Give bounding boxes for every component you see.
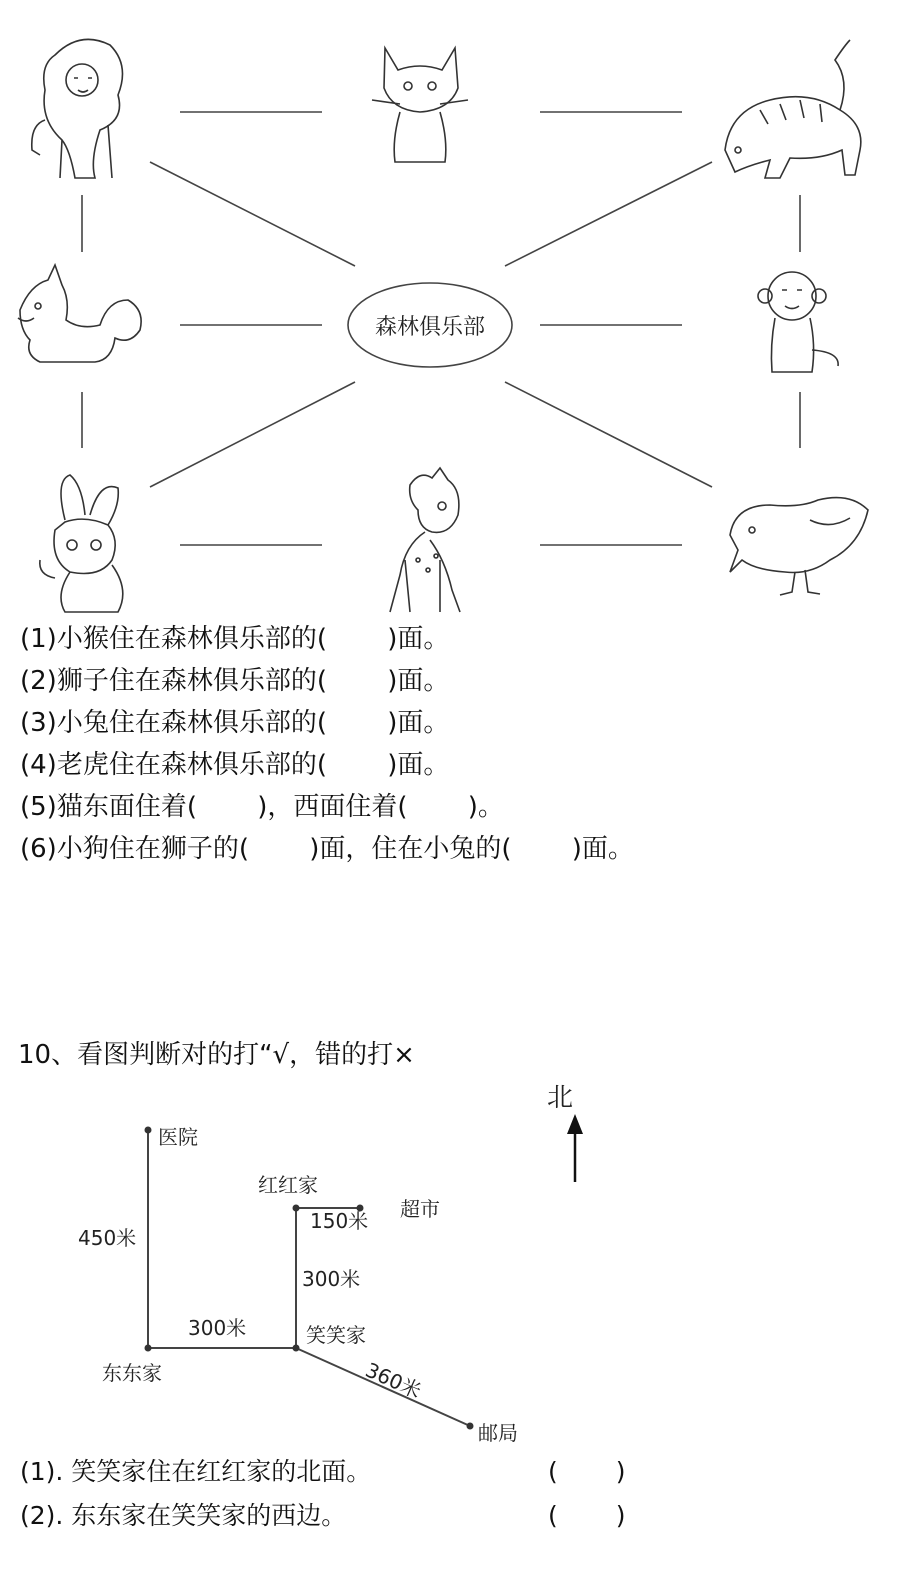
connector-rabbit-club bbox=[150, 382, 355, 487]
connector-lion-club bbox=[150, 162, 355, 266]
connector-tiger-club bbox=[505, 162, 712, 266]
dog-icon bbox=[18, 265, 141, 362]
judgement-1-text: (1). 笑笑家住在红红家的北面。 bbox=[20, 1457, 372, 1486]
question-3: (3)小兔住在森林俱乐部的( )面。 bbox=[20, 708, 450, 738]
xiaoxiao-dot bbox=[293, 1345, 300, 1352]
distance-hospital-dongdong: 450米 bbox=[78, 1226, 137, 1250]
distance-honghong-supermarket: 150米 bbox=[310, 1209, 369, 1233]
tiger-icon bbox=[725, 40, 861, 178]
distance-xiaoxiao-honghong: 300米 bbox=[302, 1267, 361, 1291]
honghong-dot bbox=[293, 1205, 300, 1212]
distance-xiaoxiao-post: 360米 bbox=[361, 1357, 425, 1404]
post-office-dot bbox=[467, 1423, 474, 1430]
hospital-dot bbox=[145, 1127, 152, 1134]
north-label: 北 bbox=[546, 1083, 574, 1113]
place-supermarket: 超市 bbox=[400, 1197, 440, 1221]
question-2: (2)狮子住在森林俱乐部的( )面。 bbox=[20, 666, 450, 696]
place-post-office: 邮局 bbox=[478, 1421, 518, 1445]
forest-club-diagram bbox=[0, 0, 898, 620]
judgement-1-answer-box[interactable]: ( ) bbox=[548, 1457, 626, 1486]
north-arrow-icon bbox=[567, 1114, 583, 1134]
judgement-2-text: (2). 东东家在笑笑家的西边。 bbox=[20, 1501, 347, 1530]
distance-dongdong-xiaoxiao: 300米 bbox=[188, 1316, 247, 1340]
route-map bbox=[0, 1070, 898, 1470]
section-10-heading: 10、看图判断对的打“√，错的打× bbox=[18, 1040, 415, 1070]
place-honghong: 红红家 bbox=[258, 1173, 318, 1197]
monkey-icon bbox=[758, 272, 838, 372]
question-1: (1)小猴住在森林俱乐部的( )面。 bbox=[20, 624, 450, 654]
dongdong-dot bbox=[145, 1345, 152, 1352]
rabbit-icon bbox=[40, 475, 123, 612]
place-hospital: 医院 bbox=[158, 1125, 198, 1149]
question-6: (6)小狗住在狮子的( )面，住在小兔的( )面。 bbox=[20, 834, 634, 864]
judgement-2-answer-box[interactable]: ( ) bbox=[548, 1501, 626, 1530]
place-dongdong: 东东家 bbox=[102, 1361, 162, 1385]
deer-icon bbox=[390, 468, 460, 612]
connector-chick-club bbox=[505, 382, 712, 487]
question-5: (5)猫东面住着( )，西面住着( )。 bbox=[20, 792, 504, 822]
question-4: (4)老虎住在森林俱乐部的( )面。 bbox=[20, 750, 450, 780]
place-xiaoxiao: 笑笑家 bbox=[306, 1323, 366, 1347]
chick-icon bbox=[730, 498, 868, 595]
cat-icon bbox=[372, 48, 468, 162]
lion-icon bbox=[32, 39, 123, 178]
club-label: 森林俱乐部 bbox=[374, 315, 486, 340]
